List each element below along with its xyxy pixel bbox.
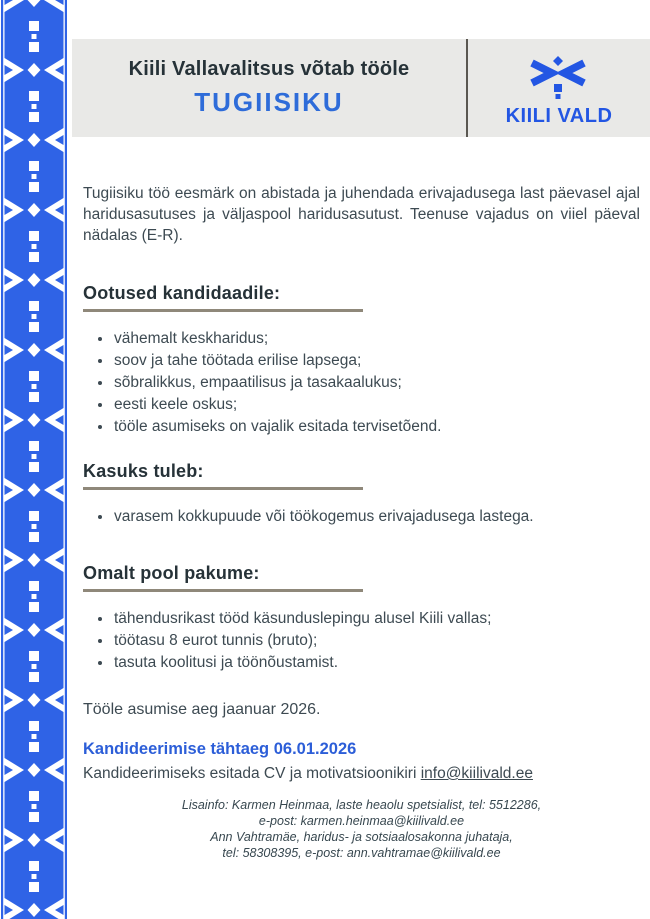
contact-info-line: tel: 58308395, e-post: ann.vahtramae@kiilivald.ee: [222, 846, 501, 860]
folk-pattern-border: [0, 0, 68, 919]
application-instructions: [83, 765, 640, 783]
poster-content: [83, 137, 640, 861]
section-heading-pakume: Omalt pool pakume:: [83, 563, 363, 592]
contact-info-line: e-post: karmen.heinmaa@kiilivald.ee: [258, 814, 465, 828]
list-item: • tööle asumiseks on vajalik esitada tervisetõend.: [113, 416, 640, 438]
list-item: • varasem kokkupuude või töökogemus erivajadusega lastega.: [113, 506, 640, 528]
logo-text: KIILI VALD: [505, 105, 613, 127]
advantages-list: [83, 506, 640, 528]
contact-info-line: Ann Vahtramäe, haridus- ja sotsiaalosakonna juhataja,: [210, 830, 513, 844]
dragonfly-icon: [527, 54, 591, 102]
offer-list: [83, 608, 640, 674]
list-item: • vähemalt keskharidus;: [113, 328, 640, 350]
section-heading-ootused: Ootused kandidaadile:: [83, 283, 363, 312]
employer-title: Kiili Vallavalitsus võtab tööle: [128, 58, 410, 80]
list-item: • sõbralikkus, empaatilisus ja tasakaalukus;: [113, 372, 640, 394]
start-date-text: Tööle asumise aeg jaanuar 2026.: [83, 701, 321, 718]
requirements-list: [83, 328, 640, 438]
header-titles: [72, 39, 466, 137]
municipality-logo: [468, 39, 650, 137]
intro-paragraph: Tugiisiku töö eesmärk on abistada ja juhendada erivajadusega last päevasel ajal haridusasutuses ja väljaspool haridusasutust. Teenuse vajadus on viiel päeval nädalas (E-R).: [83, 185, 640, 244]
contact-info-line: Lisainfo: Karmen Heinmaa, laste heaolu spetsialist, tel: 5512286,: [181, 798, 542, 812]
job-title: TUGIISIKU: [194, 87, 344, 117]
section-heading-kasuks: Kasuks tuleb:: [83, 461, 363, 490]
list-item: • soov ja tahe töötada erilise lapsega;: [113, 350, 640, 372]
contact-info: [83, 797, 640, 861]
list-item: • eesti keele oskus;: [113, 394, 640, 416]
list-item: • tähendusrikast tööd käsunduslepingu alusel Kiili vallas;: [113, 608, 640, 630]
list-item: • tasuta koolitusi ja töönõustamist.: [113, 652, 640, 674]
email-link[interactable]: info@kiilivald.ee: [420, 765, 533, 782]
header-band: [72, 39, 650, 137]
application-deadline: Kandideerimise tähtaeg 06.01.2026: [83, 740, 357, 758]
application-instructions-text: Kandideerimiseks esitada CV ja motivatsioonikiri: [83, 765, 421, 782]
list-item: • töötasu 8 eurot tunnis (bruto);: [113, 630, 640, 652]
